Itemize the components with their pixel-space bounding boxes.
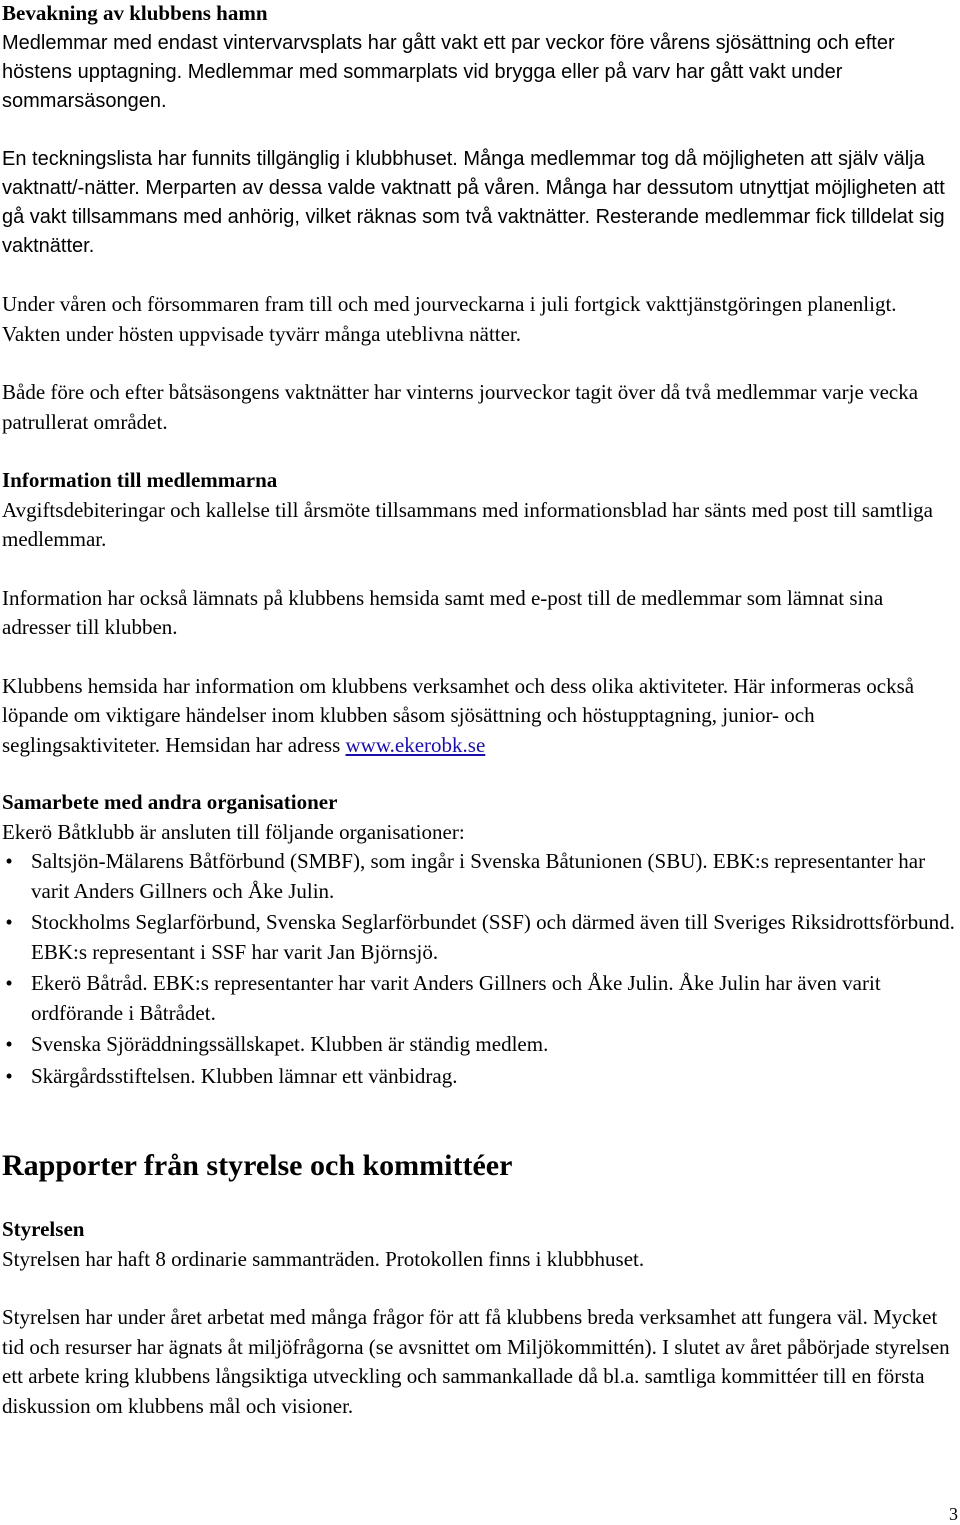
paragraph-bevakning-3: Under våren och försommaren fram till och med jourveckarna i juli fortgick vakttjänstgöringen planenligt. Vakten under hösten uppvisade tyvärr många uteblivna nätter. <box>2 292 897 346</box>
paragraph-styrelsen-2: Styrelsen har under året arbetat med många frågor för att få klubbens breda verksamhet att fungera väl. Mycket tid och resurser har ägnats åt miljöfrågorna (se avsnittet om Miljökommittén). I slutet av året påbörjade styrelsen ett arbete kring klubbens långsiktiga utveckling och sammankallade då bl.a. samtliga kommittéer till en första diskussion om klubbens mål och visioner. <box>2 1305 950 1418</box>
heading-styrelsen: Styrelsen <box>2 1217 85 1241</box>
list-item-text: Stockholms Seglarförbund, Svenska Seglarförbundet (SSF) och därmed även till Sveriges Riksidrottsförbund. EBK:s representant i SSF har varit Jan Björnsjö. <box>31 910 955 964</box>
heading-bevakning: Bevakning av klubbens hamn <box>2 1 268 25</box>
paragraph-information-2: Information har också lämnats på klubbens hemsida samt med e-post till de medlemmar som lämnat sina adresser till klubben. <box>2 585 884 639</box>
heading-information: Information till medlemmarna <box>2 468 278 492</box>
heading-rapporter: Rapporter från styrelse och kommittéer <box>2 1149 513 1182</box>
bullet-icon: • <box>5 849 13 873</box>
list-item <box>2 847 956 906</box>
section-samarbete <box>2 788 956 1093</box>
section-styrelsen <box>2 1215 956 1421</box>
paragraph-bevakning-1: Medlemmar med endast vintervarvsplats har gått vakt ett par veckor före vårens sjösättning och efter höstens upptagning. Medlemmar med sommarplats vid brygga eller på varv har gått vakt under sommarsäsongen. <box>2 31 895 112</box>
paragraph-styrelsen-1: Styrelsen har haft 8 ordinarie sammanträden. Protokollen finns i klubbhuset. <box>2 1246 645 1271</box>
list-item-text: Skärgårdsstiftelsen. Klubben lämnar ett vänbidrag. <box>31 1063 458 1088</box>
organisation-list <box>2 847 956 1091</box>
paragraph-information-3-text: Klubbens hemsida har information om klubbens verksamhet och dess olika aktiviteter. Här informeras också löpande om viktigare händelser inom klubben såsom sjösättning och höstupptagning, junior- och seglingsaktiviteter. Hemsidan har adress <box>2 673 915 757</box>
list-item <box>2 1030 956 1060</box>
paragraph-information-1: Avgiftsdebiteringar och kallelse till årsmöte tillsammans med informationsblad har sänts med post till samtliga medlemmar. <box>2 497 934 551</box>
list-item <box>2 1062 956 1092</box>
heading-samarbete: Samarbete med andra organisationer <box>2 790 338 814</box>
list-item <box>2 969 956 1028</box>
paragraph-bevakning-2: En teckningslista har funnits tillgänglig i klubbhuset. Många medlemmar tog då möjligheten att själv välja vaktnatt/-nätter. Merparten av dessa valde vaktnatt på våren. Många har dessutom utnyttjat möjligheten att gå vakt tillsammans med anhörig, vilket räknas som två vaktnätter. Resterande medlemmar fick tilldelat sig vaktnätter. <box>2 147 945 257</box>
bullet-icon: • <box>5 971 13 995</box>
bullet-icon: • <box>5 910 13 934</box>
bullet-icon: • <box>5 1032 13 1056</box>
section-bevakning-cont <box>2 290 956 437</box>
paragraph-information-3 <box>2 672 956 761</box>
section-information <box>2 466 956 760</box>
list-item-text: Svenska Sjöräddningssällskapet. Klubben är ständig medlem. <box>31 1032 549 1056</box>
paragraph-bevakning-4: Både före och efter båtsäsongens vaktnätter har vinterns jourveckor tagit över då två medlemmar varje vecka patrullerat området. <box>2 380 919 434</box>
list-item-text: Ekerö Båtråd. EBK:s representanter har varit Anders Gillners och Åke Julin. Åke Julin har även varit ordförande i Båtrådet. <box>31 971 881 1025</box>
list-item <box>2 908 956 967</box>
page-number: 3 <box>949 1504 958 1524</box>
list-item-text: Saltsjön-Mälarens Båtförbund (SMBF), som ingår i Svenska Båtunionen (SBU). EBK:s representanter har varit Anders Gillners och Åke Julin. <box>31 849 926 903</box>
section-rapporter <box>2 1148 956 1184</box>
bullet-icon: • <box>5 1063 13 1088</box>
paragraph-samarbete-intro: Ekerö Båtklubb är ansluten till följande organisationer: <box>2 819 465 844</box>
section-bevakning <box>2 0 956 261</box>
homepage-link[interactable]: www.ekerobk.se <box>345 732 486 757</box>
